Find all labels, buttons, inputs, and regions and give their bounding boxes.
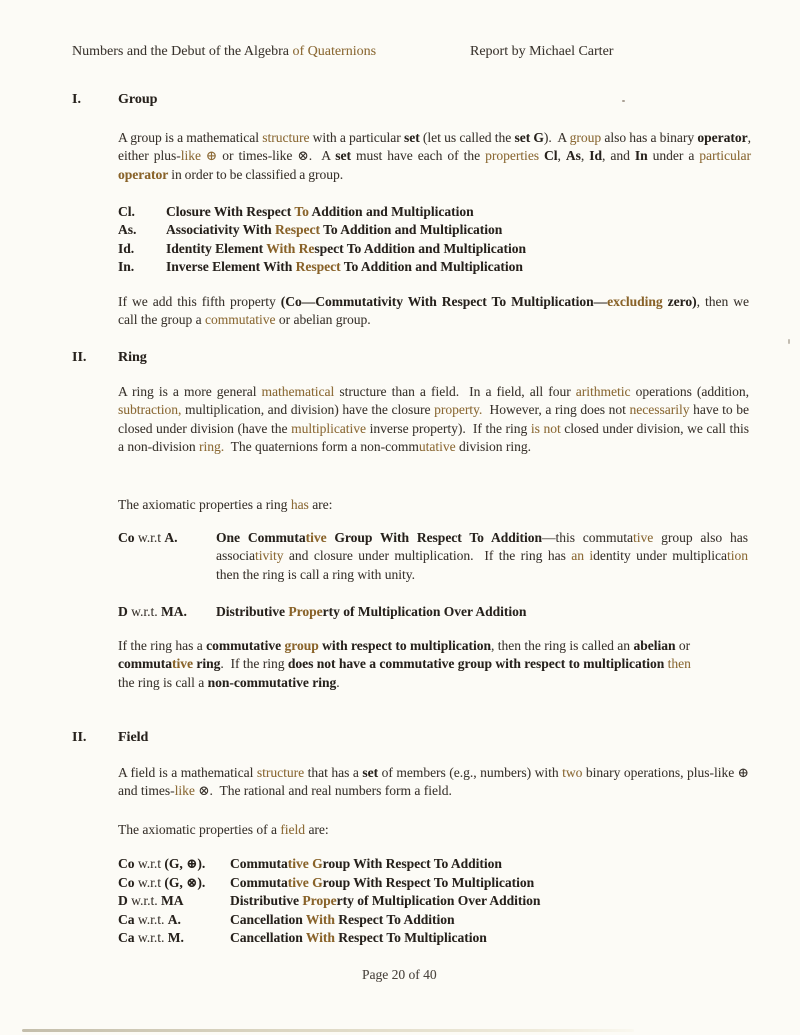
list-item [118, 911, 750, 930]
section-number: II. [72, 350, 87, 365]
item-label: Co w.r.t A. [118, 530, 178, 545]
item-text: Identity Element With Respect To Addition and Multiplication [166, 240, 526, 256]
list-item [118, 603, 748, 621]
scan-edge-line [22, 1029, 634, 1032]
group-properties-list [118, 203, 750, 277]
field-axioms-lead: The axiomatic properties of a field are: [118, 822, 329, 837]
list-item [118, 874, 750, 893]
item-text: Cancellation With Respect To Multiplication [230, 930, 487, 945]
scan-speck [788, 339, 790, 344]
list-item [118, 203, 750, 221]
ring-closing-paragraph: If the ring has a commutative group with respect to multiplication, then the ring is called an abelian or commutative ring. If the ring does not have a commutative group with respect to multiplication then the ring is call a non-commutative ring. [118, 638, 691, 690]
section-number: I. [72, 92, 81, 107]
ring-intro-paragraph: A ring is a more general mathematical structure than a field. In a field, all four arithmetic operations (addition, subtraction, multiplication, and division) have the closure property. However, a ring does not necessarily have to be closed under division (have the multiplicative inverse property). If the ring is not closed under division, we call this a non-division ring. The quaternions form a non-commutative division ring. [118, 384, 749, 454]
document-title: Numbers and the Debut of the Algebra of Quaternions [72, 44, 377, 59]
list-item [118, 221, 750, 239]
ring-axioms-lead: The axiomatic properties a ring has are: [118, 497, 333, 512]
item-label: D w.r.t. MA [118, 893, 184, 908]
item-text: Distributive Property of Multiplication Over Addition [216, 603, 527, 619]
section-group-heading [72, 91, 157, 109]
item-label: As. [118, 222, 137, 238]
scan-speck [622, 100, 625, 102]
ring-axioms-list [118, 529, 748, 621]
section-ring-heading [72, 349, 147, 367]
field-intro-paragraph: A field is a mathematical structure that has a set of members (e.g., numbers) with two binary operations, plus-like ⊕ and times-like ⊗. The rational and real numbers form a field. [118, 765, 749, 799]
item-text: Commutative Group With Respect To Multiplication [230, 874, 535, 890]
section-field-heading [72, 729, 148, 747]
item-label: Id. [118, 240, 135, 256]
fifth-property-paragraph: If we add this fifth property (Co—Commutativity With Respect To Multiplication—excluding zero), then we call the group a commutative or abelian group. [118, 294, 749, 328]
group-intro-paragraph: A group is a mathematical structure with a particular set (let us called the set G). A group also has a binary operator, either plus-like ⊕ or times-like ⊗. A set must have each of the properties Cl, As, Id, and In under a particular operator in order to be classified a group. [118, 130, 752, 182]
item-label: Ca w.r.t. M. [118, 930, 184, 945]
section-title: Field [118, 730, 149, 745]
item-text: Distributive Property of Multiplication Over Addition [230, 893, 541, 908]
list-item [118, 258, 750, 276]
item-label: Cl. [118, 204, 135, 219]
item-label: In. [118, 259, 135, 275]
list-item [118, 240, 750, 258]
item-text: Commutative Group With Respect To Addition [230, 856, 502, 871]
item-text: Cancellation With Respect To Addition [230, 911, 455, 927]
item-text: Associativity With Respect To Addition and Multiplication [166, 222, 503, 238]
item-label: Ca w.r.t. A. [118, 911, 181, 927]
page-footer: Page 20 of 40 [362, 967, 437, 982]
list-item [118, 529, 748, 584]
list-item [118, 929, 750, 948]
field-axioms-list [118, 855, 750, 948]
item-label: D w.r.t. MA. [118, 603, 187, 619]
item-text: One Commutative Group With Respect To Addition—this commutative group also has associativity and closure under multiplication. If the ring has an identity under multiplication then the ring is call a ring with unity. [216, 530, 748, 582]
item-label: Co w.r.t (G, ⊕). [118, 856, 206, 871]
item-text: Closure With Respect To Addition and Multiplication [166, 204, 474, 219]
section-title: Group [118, 92, 158, 107]
section-number: II. [72, 730, 87, 745]
section-title: Ring [118, 350, 147, 365]
list-item [118, 855, 750, 874]
item-text: Inverse Element With Respect To Addition and Multiplication [166, 259, 523, 275]
item-label: Co w.r.t (G, ⊗). [118, 874, 206, 890]
report-author: Report by Michael Carter [470, 44, 614, 59]
list-item [118, 892, 750, 911]
